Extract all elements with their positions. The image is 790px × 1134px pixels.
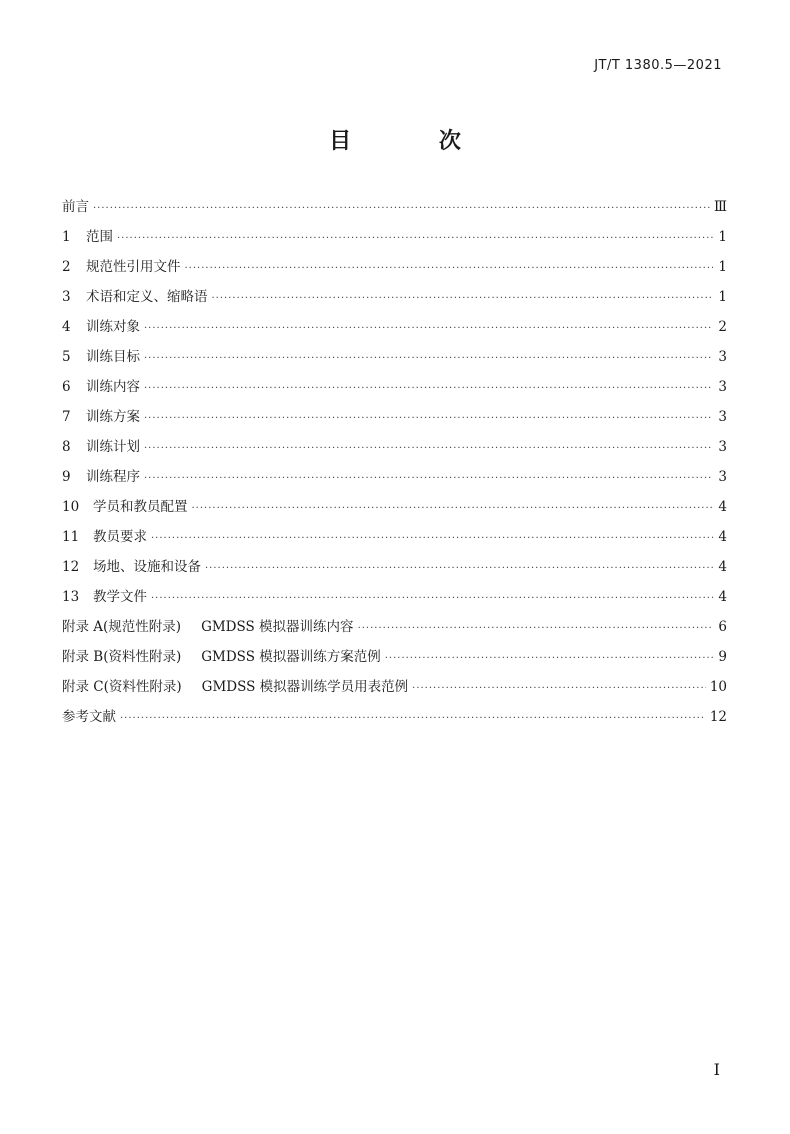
leader-dots xyxy=(185,254,714,284)
toc-entry-title: 参考文献 xyxy=(62,709,116,725)
toc-entry-number: 8 xyxy=(62,439,71,455)
toc-entry-title: 训练目标 xyxy=(86,349,140,365)
toc-entry-appendix-a[interactable] xyxy=(62,612,727,642)
toc-entry-number: 11 xyxy=(62,529,80,545)
toc-entry-title: 范围 xyxy=(86,229,113,245)
toc-entry-title: 学员和教员配置 xyxy=(93,499,188,515)
toc-entry-page: 4 xyxy=(718,529,727,545)
toc-entry-number: 5 xyxy=(62,349,71,365)
toc-entry-number: 10 xyxy=(62,499,80,515)
leader-dots xyxy=(212,284,714,314)
leader-dots xyxy=(144,404,713,434)
toc-entry-title: 规范性引用文件 xyxy=(86,259,181,275)
toc-entry-number: 6 xyxy=(62,379,71,395)
leader-dots xyxy=(385,644,713,674)
toc-entry-page: 3 xyxy=(718,349,727,365)
appendix-title: GMDSS 模拟器训练学员用表范例 xyxy=(201,679,409,695)
leader-dots xyxy=(144,434,713,464)
appendix-label: 附录 B(资料性附录) xyxy=(62,649,182,665)
toc-entry-title: 训练内容 xyxy=(86,379,140,395)
page-number: I xyxy=(713,1060,720,1079)
appendix-label: 附录 C(资料性附录) xyxy=(62,679,182,695)
leader-dots xyxy=(144,464,713,494)
appendix-title: GMDSS 模拟器训练内容 xyxy=(201,619,354,635)
toc-entry-number: 3 xyxy=(62,289,71,305)
toc-entry-appendix-b[interactable] xyxy=(62,642,727,672)
toc-entry-number: 12 xyxy=(62,559,80,575)
toc-entry-7[interactable] xyxy=(62,402,727,432)
toc-entry-2[interactable] xyxy=(62,252,727,282)
leader-dots xyxy=(144,374,713,404)
toc-entry-page: 10 xyxy=(709,679,727,695)
toc-entry-references[interactable] xyxy=(62,702,727,732)
toc-entry-3[interactable] xyxy=(62,282,727,312)
toc-entry-page: 2 xyxy=(718,319,727,335)
toc-entry-number: 2 xyxy=(62,259,71,275)
leader-dots xyxy=(192,494,714,524)
toc-entry-12[interactable] xyxy=(62,552,727,582)
toc-entry-title: 场地、设施和设备 xyxy=(93,559,201,575)
leader-dots xyxy=(144,314,713,344)
toc-entry-page: 3 xyxy=(718,439,727,455)
leader-dots xyxy=(120,704,706,734)
toc-entry-page: 4 xyxy=(718,499,727,515)
toc-entry-title: 训练程序 xyxy=(86,469,140,485)
toc-entry-10[interactable] xyxy=(62,492,727,522)
toc-entry-8[interactable] xyxy=(62,432,727,462)
toc-entry-title: 训练对象 xyxy=(86,319,140,335)
toc-entry-page: 3 xyxy=(718,379,727,395)
toc-entry-number: 9 xyxy=(62,469,71,485)
toc-entry-9[interactable] xyxy=(62,462,727,492)
toc-entry-page: 1 xyxy=(718,229,727,245)
leader-dots xyxy=(117,224,713,254)
toc-entry-number: 4 xyxy=(62,319,71,335)
toc-entry-page: 9 xyxy=(718,649,727,665)
toc-entry-title: 教学文件 xyxy=(93,589,147,605)
toc-entry-page: 3 xyxy=(718,409,727,425)
toc-entry-4[interactable] xyxy=(62,312,727,342)
toc-entry-page: 4 xyxy=(718,589,727,605)
toc-entry-title: 术语和定义、缩略语 xyxy=(86,289,208,305)
toc-entry-foreword[interactable] xyxy=(62,192,727,222)
toc-entry-appendix-c[interactable] xyxy=(62,672,727,702)
toc-entry-1[interactable] xyxy=(62,222,727,252)
standard-code: JT/T 1380.5—2021 xyxy=(594,58,722,73)
toc-entry-page: 1 xyxy=(718,289,727,305)
leader-dots xyxy=(205,554,713,584)
toc-entry-number: 13 xyxy=(62,589,80,605)
toc-entry-5[interactable] xyxy=(62,342,727,372)
toc-entry-page: 12 xyxy=(709,709,727,725)
toc-entry-title: 训练计划 xyxy=(86,439,140,455)
toc-entry-page: Ⅲ xyxy=(713,199,727,215)
page-title: 目 次 xyxy=(329,128,501,154)
toc-entry-number: 7 xyxy=(62,409,71,425)
leader-dots xyxy=(151,584,713,614)
toc-entry-title: 教员要求 xyxy=(93,529,147,545)
leader-dots xyxy=(412,674,706,704)
toc-entry-number: 1 xyxy=(62,229,71,245)
toc-entry-title: 训练方案 xyxy=(86,409,140,425)
toc-entry-13[interactable] xyxy=(62,582,727,612)
toc-entry-page: 4 xyxy=(718,559,727,575)
toc-entry-page: 3 xyxy=(718,469,727,485)
toc-entry-6[interactable] xyxy=(62,372,727,402)
appendix-title: GMDSS 模拟器训练方案范例 xyxy=(201,649,381,665)
toc-entry-page: 6 xyxy=(718,619,727,635)
toc-entry-11[interactable] xyxy=(62,522,727,552)
leader-dots xyxy=(358,614,713,644)
toc-entry-title: 前言 xyxy=(62,199,89,215)
leader-dots xyxy=(93,194,710,224)
table-of-contents xyxy=(62,192,727,732)
toc-entry-page: 1 xyxy=(718,259,727,275)
appendix-label: 附录 A(规范性附录) xyxy=(62,619,182,635)
leader-dots xyxy=(144,344,713,374)
leader-dots xyxy=(151,524,713,554)
